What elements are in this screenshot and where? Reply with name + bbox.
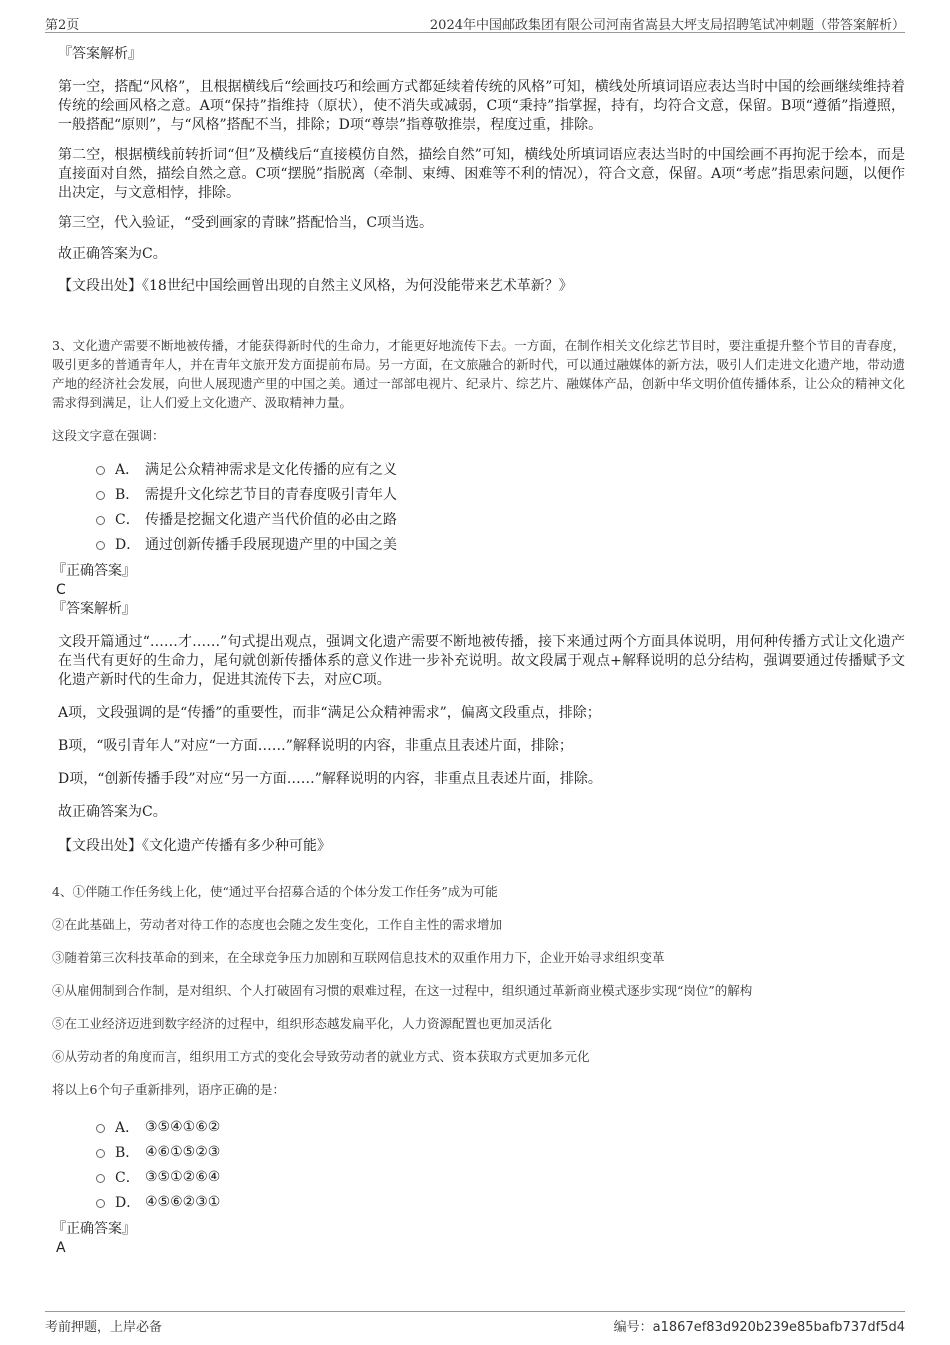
q4-sentence: ②在此基础上，劳动者对待工作的态度也会随之发生变化，工作自主性的需求增加 — [52, 917, 503, 932]
radio-icon[interactable] — [96, 1149, 105, 1158]
q3-analysis-paragraph: A项，文段强调的是“传播”的重要性，而非“满足公众精神需求”，偏离文段重点，排除； — [58, 705, 601, 721]
document-title: 2024年中国邮政集团有限公司河南省嵩县大坪支局招聘笔试冲刺题（带答案解析） — [429, 18, 905, 33]
q3-passage: 3、文化遗产需要不断地被传播，才能获得新时代的生命力，才能更好地流传下去。一方面，在制作相关文化综艺节目时，要注重提升整个节目的青春度，吸引更多的普通青年人，并在青年文旅开发方面提前布局。另一方面，在文旅融合的新时代，可以通过融媒体的新方法，吸引人们走进文化遗产地，带动遗产地的经济社会发展，向世人展现遗产里的中国之美。通过一部部电视片、纪录片、综艺片、融媒体产品，创新中华文明价值传播体系，让公众的精神文化需求得到满足，让人们爱上文化遗产、汲取精神力量。 — [52, 338, 905, 410]
question-4 — [52, 882, 905, 1258]
document-code — [614, 1316, 905, 1335]
q2-analysis-paragraph: 第一空，搭配“风格”，且根据横线后“绘画技巧和绘画方式都延续着传统的风格”可知，横线处所填词语应表达当时中国的绘画继续维持着传统的绘画风格之意。A项“保持”指维持（原状），使不消失或减弱，C项“秉持”指掌握，持有，均符合文意，保留。B项“遵循”指遵照，一般搭配“原则”，与“风格”搭配不当，排除；D项“尊崇”指尊敬推崇，程度过重，排除。 — [58, 79, 905, 133]
q3-correct-answer: C — [56, 582, 66, 598]
q4-sentence: ⑥从劳动者的角度而言，组织用工方式的变化会导致劳动者的就业方式、资本获取方式更加多元化 — [52, 1049, 590, 1064]
q2-analysis-paragraph: 故正确答案为C。 — [58, 246, 167, 262]
q3-analysis-paragraph: B项，“吸引青年人”对应“一方面……”解释说明的内容，非重点且表述片面，排除； — [58, 738, 573, 754]
radio-icon[interactable] — [96, 466, 105, 475]
document-code-label: 编号： — [613, 1320, 653, 1335]
q4-option-a[interactable]: A． ③⑤④①⑥② — [96, 1114, 905, 1139]
radio-icon[interactable] — [96, 516, 105, 525]
q4-sentence: ③随着第三次科技革命的到来，在全球竞争压力加剧和互联网信息技术的双重作用力下，企业开始寻求组织变革 — [52, 950, 665, 965]
q2-analysis-paragraph: 第二空，根据横线前转折词“但”及横线后“直接模仿自然，描绘自然”可知，横线处所填词语应表达当时的中国绘画不再拘泥于绘本，而是直接面对自然，描绘自然之意。C项“摆脱”指脱离（牵制、束缚、困难等不利的情况），符合文意，保留。A项“考虑”指思索问题，以便作出决定，与文意相悖，排除。 — [58, 147, 905, 201]
q3-option-b[interactable]: B． 需提升文化综艺节目的青春度吸引青年人 — [96, 481, 905, 506]
page-number: 第2页 — [45, 18, 80, 33]
q3-analysis-label: 『答案解析』 — [52, 601, 136, 617]
q3-options — [96, 456, 905, 556]
q4-option-b[interactable]: B． ④⑥①⑤②③ — [96, 1139, 905, 1164]
question-3 — [52, 336, 905, 856]
q2-source: 【文段出处】《18世纪中国绘画曾出现的自然主义风格，为何没能带来艺术革新？》 — [58, 278, 573, 294]
page-footer — [45, 1311, 905, 1336]
q4-sentence: ⑤在工业经济迈进到数字经济的过程中，组织形态越发扁平化，人力资源配置也更加灵活化 — [52, 1016, 553, 1031]
q4-sentence: ④从雇佣制到合作制，是对组织、个人打破固有习惯的艰难过程，在这一过程中，组织通过革新商业模式逐步实现“岗位”的解构 — [52, 983, 753, 998]
q4-option-c[interactable]: C． ③⑤①②⑥④ — [96, 1164, 905, 1189]
radio-icon[interactable] — [96, 491, 105, 500]
radio-icon[interactable] — [96, 1124, 105, 1133]
q3-analysis-paragraph: D项，“创新传播手段”对应“另一方面……”解释说明的内容，非重点且表述片面，排除。 — [58, 771, 602, 787]
q2-analysis-label: 『答案解析』 — [58, 46, 142, 62]
radio-icon[interactable] — [96, 1199, 105, 1208]
q4-prompt: 将以上6个句子重新排列，语序正确的是： — [52, 1082, 285, 1097]
q4-correct-answer: A — [56, 1240, 66, 1256]
page-header — [45, 10, 905, 33]
q2-analysis — [58, 44, 905, 314]
q3-analysis-paragraph: 故正确答案为C。 — [58, 804, 167, 820]
q3-option-d[interactable]: D． 通过创新传播手段展现遗产里的中国之美 — [96, 531, 905, 556]
q3-correct-label: 『正确答案』 — [52, 563, 136, 579]
q3-prompt: 这段文字意在强调： — [52, 428, 165, 443]
radio-icon[interactable] — [96, 541, 105, 550]
q3-option-a[interactable]: A． 满足公众精神需求是文化传播的应有之义 — [96, 456, 905, 481]
footer-slogan: 考前押题，上岸必备 — [45, 1320, 163, 1335]
document-code-value: a1867ef83d920b239e85bafb737df5d4 — [652, 1320, 905, 1335]
q4-option-d[interactable]: D． ④⑤⑥②③① — [96, 1189, 905, 1214]
q4-options — [96, 1114, 905, 1214]
q4-correct-label: 『正确答案』 — [52, 1221, 136, 1237]
radio-icon[interactable] — [96, 1174, 105, 1183]
q3-source: 【文段出处】《文化遗产传播有多少种可能》 — [58, 838, 331, 854]
q4-sentence: 4、①伴随工作任务线上化，使“通过平台招募合适的个体分发工作任务”成为可能 — [52, 884, 498, 899]
q3-option-c[interactable]: C． 传播是挖掘文化遗产当代价值的必由之路 — [96, 506, 905, 531]
q3-analysis-paragraph: 文段开篇通过“……才……”句式提出观点，强调文化遗产需要不断地被传播，接下来通过两个方面具体说明，用何种传播方式让文化遗产在当代有更好的生命力，尾句就创新传播体系的意义作进一步补充说明。故文段属于观点+解释说明的总分结构，强调要通过传播赋予文化遗产新时代的生命力，促进其流传下去，对应C项。 — [58, 634, 905, 688]
q2-analysis-paragraph: 第三空，代入验证，“受到画家的青睐”搭配恰当，C项当选。 — [58, 215, 434, 231]
